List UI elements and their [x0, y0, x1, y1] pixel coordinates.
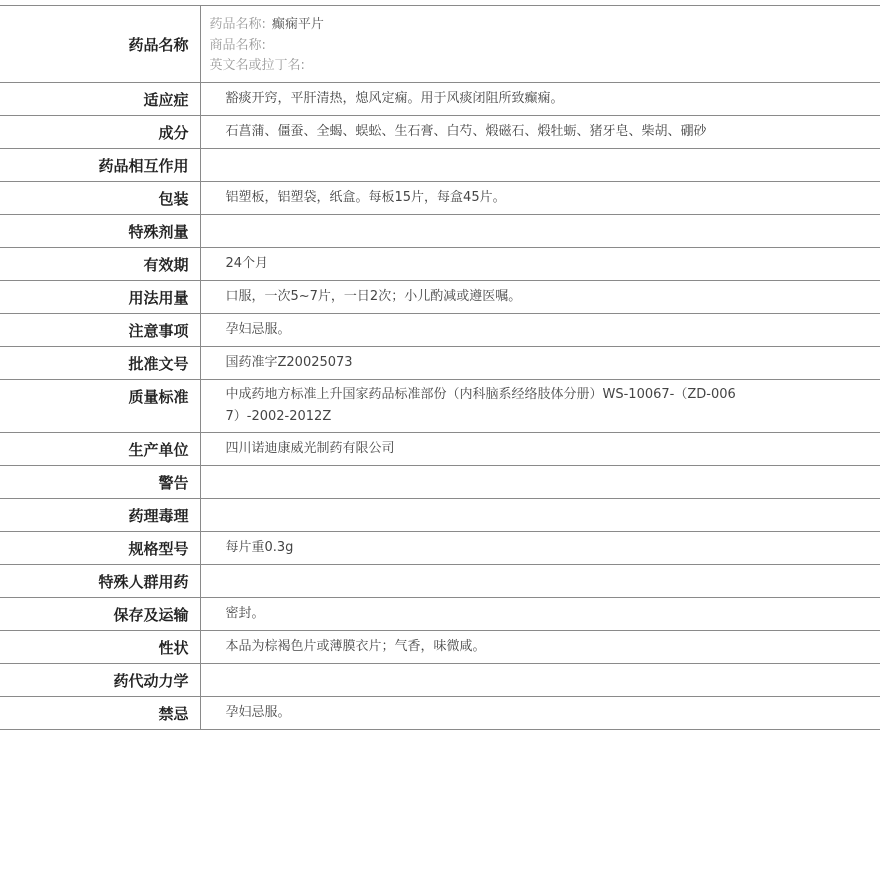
row-ingredients: [0, 116, 880, 149]
row-approval-number: [0, 347, 880, 380]
row-label: 药理毒理: [0, 499, 200, 532]
row-label: 药品名称: [0, 6, 200, 83]
row-label: 特殊人群用药: [0, 565, 200, 598]
row-value: [200, 664, 880, 697]
row-label: 警告: [0, 466, 200, 499]
row-value: 口服，一次5~7片，一日2次；小儿酌减或遵医嘱。: [200, 281, 880, 314]
row-indications: [0, 83, 880, 116]
row-pharmacology: [0, 499, 880, 532]
row-packaging: [0, 182, 880, 215]
row-label: 适应症: [0, 83, 200, 116]
row-label: 药品相互作用: [0, 149, 200, 182]
row-value: 国药准字Z20025073: [200, 347, 880, 380]
row-value: 密封。: [200, 598, 880, 631]
row-label: 性状: [0, 631, 200, 664]
row-label: 批准文号: [0, 347, 200, 380]
english-name-key: 英文名或拉丁名:: [209, 58, 305, 73]
row-value: 本品为棕褐色片或薄膜衣片；气香，味微咸。: [200, 631, 880, 664]
row-label: 生产单位: [0, 433, 200, 466]
row-value: 石菖蒲、僵蚕、全蝎、蜈蚣、生石膏、白芍、煅磁石、煅牡蛎、猪牙皂、柴胡、硼砂: [200, 116, 880, 149]
row-label: 禁忌: [0, 697, 200, 730]
row-label: 质量标准: [0, 380, 200, 433]
drug-name-line: [210, 15, 751, 36]
row-shelf-life: [0, 248, 880, 281]
row-label: 成分: [0, 116, 200, 149]
row-value: 中成药地方标准上升国家药品标准部份（内科脑系经络肢体分册）WS-10067-（ZD-0067）-2002-2012Z: [200, 380, 880, 433]
row-quality-standard: [0, 380, 880, 433]
row-precautions: [0, 314, 880, 347]
row-label: 有效期: [0, 248, 200, 281]
drug-name-value: 癫痫平片: [271, 17, 324, 32]
row-manufacturer: [0, 433, 880, 466]
row-label: 特殊剂量: [0, 215, 200, 248]
trade-name-key: 商品名称:: [209, 37, 266, 53]
row-label: 保存及运输: [0, 598, 200, 631]
row-interactions: [0, 149, 880, 182]
row-value: [200, 149, 880, 182]
row-special-populations: [0, 565, 880, 598]
trade-name-line: [210, 36, 751, 57]
row-value: 铝塑板，铝塑袋，纸盒。每板15片，每盒45片。: [200, 182, 880, 215]
row-value: [200, 466, 880, 499]
row-storage: [0, 598, 880, 631]
row-value: [200, 565, 880, 598]
row-value: 四川诺迪康威光制药有限公司: [200, 433, 880, 466]
row-value: [200, 215, 880, 248]
row-warning: [0, 466, 880, 499]
row-contraindications: [0, 697, 880, 730]
row-description: [0, 631, 880, 664]
row-label: 注意事项: [0, 314, 200, 347]
name-block: [200, 6, 880, 83]
row-label: 包装: [0, 182, 200, 215]
row-value: 孕妇忌服。: [200, 314, 880, 347]
row-drug-name: [0, 6, 880, 83]
row-usage: [0, 281, 880, 314]
drug-name-key: 药品名称:: [209, 17, 266, 32]
english-name-line: [210, 56, 751, 77]
row-value: 24个月: [200, 248, 880, 281]
row-pharmacokinetics: [0, 664, 880, 697]
row-label: 用法用量: [0, 281, 200, 314]
row-value: 孕妇忌服。: [200, 697, 880, 730]
row-value: 每片重0.3g: [200, 532, 880, 565]
row-label: 规格型号: [0, 532, 200, 565]
drug-info-table: [0, 5, 880, 730]
row-label: 药代动力学: [0, 664, 200, 697]
row-value: [200, 499, 880, 532]
row-special-dosage: [0, 215, 880, 248]
row-specification: [0, 532, 880, 565]
row-value: 豁痰开窍，平肝清热，熄风定痫。用于风痰闭阻所致癫痫。: [200, 83, 880, 116]
